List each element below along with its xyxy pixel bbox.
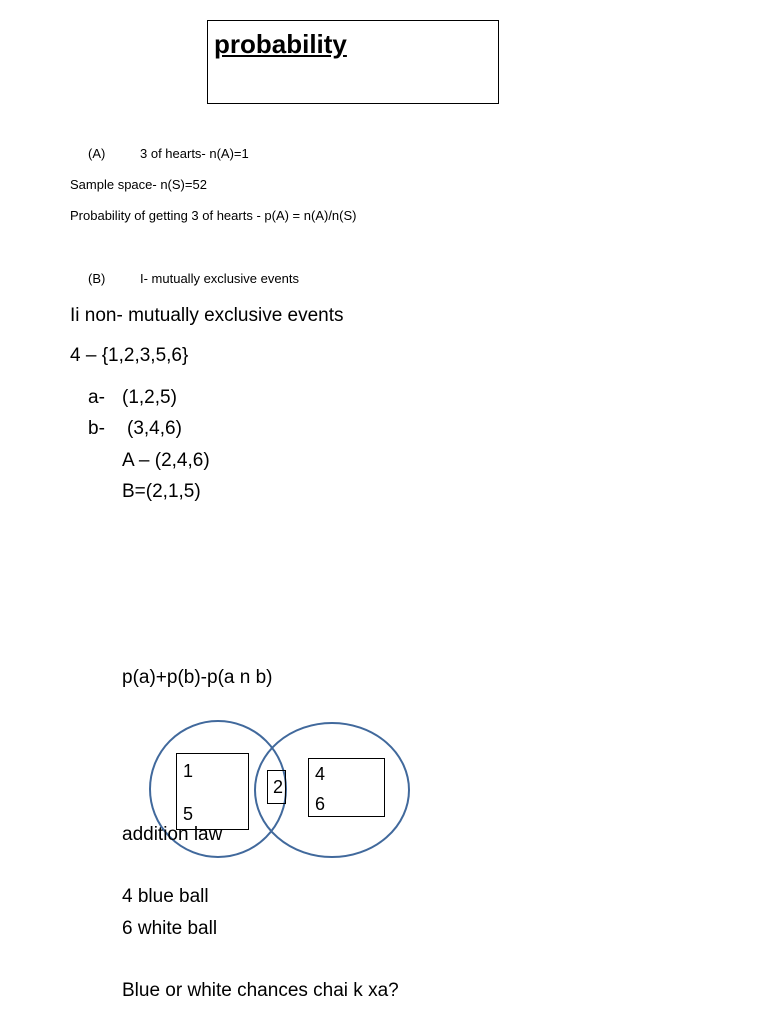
question-line: Blue or white chances chai k xa? bbox=[122, 980, 399, 1001]
addition-formula: p(a)+p(b)-p(a n b) bbox=[122, 667, 273, 688]
section-a-label: (A) bbox=[88, 146, 106, 161]
venn-right-top-value: 4 bbox=[315, 764, 326, 784]
venn-middle-value: 2 bbox=[273, 777, 284, 797]
b-value: (3,4,6) bbox=[127, 418, 182, 439]
probability-line: Probability of getting 3 of hearts - p(A) = n(A)/n(S) bbox=[70, 208, 357, 223]
venn-right-bottom-value: 6 bbox=[315, 794, 326, 814]
white-ball-line: 6 white ball bbox=[122, 918, 218, 939]
section-b-item-ii: Ii non- mutually exclusive events bbox=[70, 305, 344, 326]
section-a-event: 3 of hearts- n(A)=1 bbox=[140, 146, 249, 161]
section-b-item-i: I- mutually exclusive events bbox=[140, 271, 299, 286]
A-line: A – (2,4,6) bbox=[122, 450, 210, 471]
venn-left-bottom-value: 5 bbox=[183, 804, 194, 824]
B-line: B=(2,1,5) bbox=[122, 481, 201, 502]
addition-law-label: addition law bbox=[122, 824, 223, 845]
sample-space-line: Sample space- n(S)=52 bbox=[70, 177, 207, 192]
blue-ball-line: 4 blue ball bbox=[122, 886, 209, 907]
title-box bbox=[207, 20, 499, 104]
b-label: b- bbox=[88, 418, 105, 439]
a-label: a- bbox=[88, 387, 105, 408]
page-title: probability bbox=[214, 29, 347, 59]
set-line: 4 – {1,2,3,5,6} bbox=[70, 345, 189, 366]
a-value: (1,2,5) bbox=[122, 387, 177, 408]
venn-left-top-value: 1 bbox=[183, 761, 194, 781]
section-b-label: (B) bbox=[88, 271, 106, 286]
